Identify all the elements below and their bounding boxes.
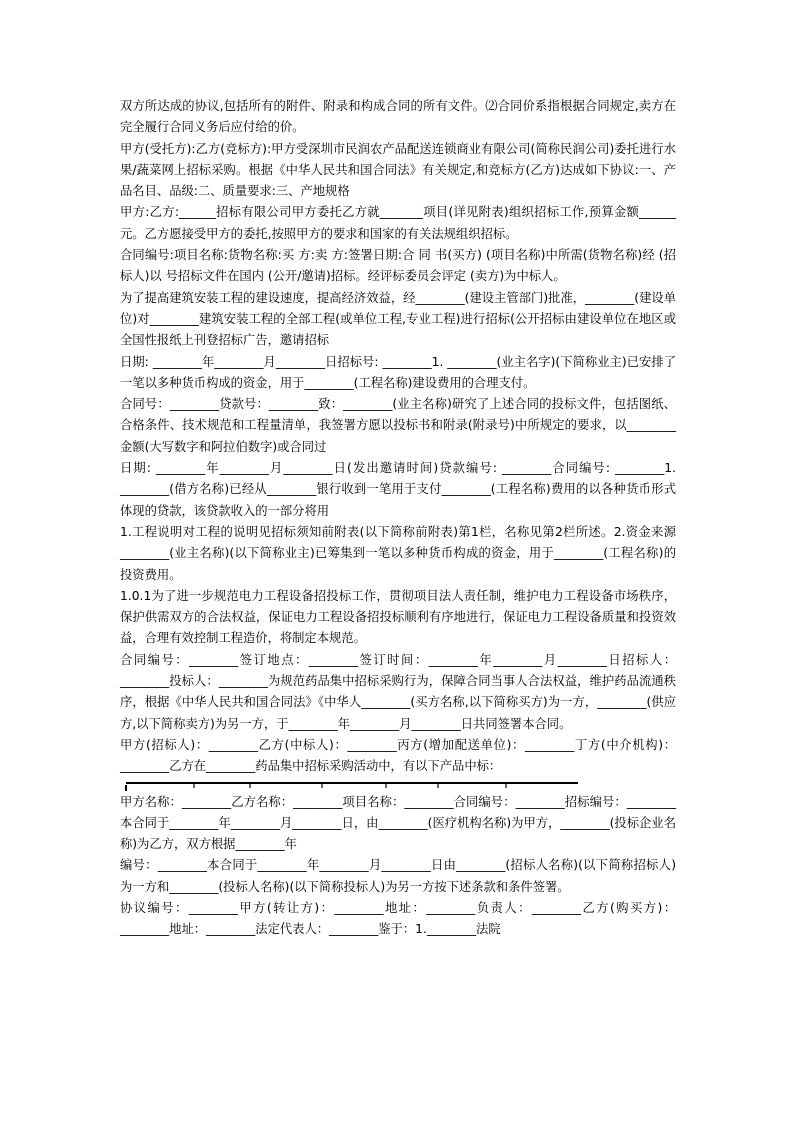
paragraph: 甲方名称：________乙方名称：________项目名称：________合同编号：________招标编号：________本合同于________年________月________日，由________(医疗机构名称)为甲方，________(投标企业名称)为乙方，双方根据________年 (120, 794, 676, 852)
paragraph: 甲方(招标人)：________乙方(中标人)：________丙方(增加配送单位)：________丁方(中介机构)：________乙方在________药品集中招标采购活动中，有以下产品中标： (120, 737, 676, 774)
table-border-fragment (124, 778, 580, 792)
paragraph: 合同号：________贷款号：________致：________(业主名称)研究了上述合同的投标文件，包括图纸、合格条件、技术规范和工程量清单，我签署方愿以投标书和附录(附录号)中所规定的要求，以________金额(大写数字和阿拉伯数字)或合同过 (120, 397, 676, 454)
document-body (120, 96, 676, 941)
paragraph: 甲方:乙方:______招标有限公司甲方委托乙方就_______项目(详见附表)组织招标工作,预算金额______元。乙方愿接受甲方的委托,按照甲方的要求和国家的有关法规组织招标。 (120, 205, 676, 241)
paragraph: 为了提高建筑安装工程的建设速度，提高经济效益，经________(建设主管部门)批准，________(建设单位)对________建筑安装工程的全部工程(或单位工程,专业工程)进行招标(公开招标由建设单位在地区或全国性报纸上刊登招标广告，邀请招标 (120, 290, 676, 348)
paragraph: 合同编号:项目名称:货物名称:买 方:卖 方:签署日期:合 同 书(买方) (项目名称)中所需(货物名称)经 (招标人)以 号招标文件在国内 (公开/邀请)招标。经评标委员会评定 (卖方)为中标人。 (120, 248, 676, 284)
paragraph: 1.0.1为了进一步规范电力工程设备招投标工作，贯彻项目法人责任制，维护电力工程设备市场秩序，保护供需双方的合法权益，保证电力工程设备招投标顺利有序地进行，保证电力工程设备质量和投资效益，合理有效控制工程造价，将制定本规范。 (120, 588, 676, 646)
paragraph: 双方所达成的协议,包括所有的附件、附录和构成合同的所有文件。⑵合同价系指根据合同规定,卖方在完全履行合同义务后应付给的价。 (120, 99, 676, 135)
paragraph: 日期: ________年________月________日招标号: ________1. ________(业主名字)(下简称业主)已安排了一笔以多种货币构成的资金，用于________(工程名称)建设费用的合理支付。 (120, 354, 676, 390)
paragraph: 合同编号：________签订地点：________签订时间：________年________月________日招标人：________投标人：________为规范药品集中招标采购行为，保障合同当事人合法权益，维护药品流通秩序，根据《中华人民共和国合同法》《中华人________(买方名称,以下简称买方)为一方，________(供应方,以下简称卖方)为另一方，于________年________月________日共同签署本合同。 (120, 652, 676, 731)
paragraph: 编号：________本合同于________年________月________日由________(招标人名称)(以下简称招标人)为一方和________(投标人名称)(以下简称投标人)为另一方按下述条款和条件签署。 (120, 858, 676, 894)
paragraph: 甲方(受托方):乙方(竞标方):甲方受深圳市民润农产品配送连锁商业有限公司(简称民润公司)委托进行水果/蔬菜网上招标采购。根据《中华人民共和国合同法》有关规定,和竞标方(乙方)达成如下协议:一、产品名目、品级:二、质量要求:三、产地规格 (120, 141, 676, 199)
paragraph: 协议编号：________甲方(转让方)：________地址：________负责人：________乙方(购买方)：________地址：________法定代表人：________鉴于：1.________法院 (120, 900, 676, 937)
paragraph: 1.工程说明对工程的说明见招标须知前附表(以下简称前附表)第1栏，名称见第2栏所述。2.资金来源________(业主名称)(以下简称业主)已筹集到一笔以多种货币构成的资金，用于________(工程名称)的投资费用。 (120, 524, 676, 582)
paragraph: 日期: ________年________月________日(发出邀请时间)贷款编号: ________合同编号: ________1. ________(借方名称)已经从________银行收到一笔用于支付________(工程名称)费用的以各种货币形式体现的贷款，该贷款收入的一部分将用 (120, 461, 676, 518)
